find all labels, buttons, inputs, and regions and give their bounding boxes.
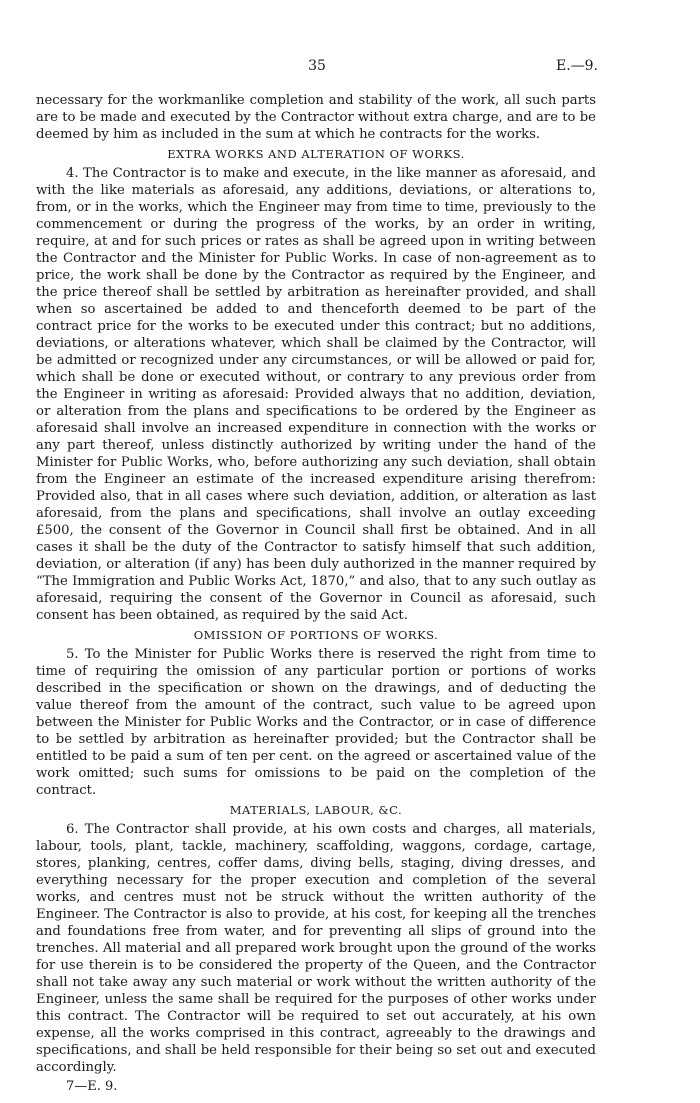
document-code: E.—9. [555, 58, 598, 74]
page-number: 35 [308, 58, 326, 74]
paragraph-clause-4: 4. The Contractor is to make and execute, in the like manner as aforesaid, and with the like materials as aforesaid, any additions, deviations, or alterations to, from, or in the works, which the Engineer may from time to time, previously to the commencement or during the progress of the works, by an order in writing, require, at and for such prices or rates as shall be agreed upon in writing between the Contractor and the Minister for Public Works. In case of non-agreement as to price, the work shall be done by the Contractor as required by the Engineer, and the price thereof shall be settled by arbitration as hereinafter provided, and shall when so ascertained be added to and thenceforth deemed to be part of the contract price for the works to be executed under this contract; but no additions, deviations, or alterations whatever, which shall be claimed by the Contractor, will be admitted or recognized under any circumstances, or will be allowed or paid for, which shall be done or executed without, or contrary to any previous order from the Engineer in writing as aforesaid: Provided always that no addition, deviation, or alteration from the plans and specifications to be ordered by the Engineer as aforesaid shall involve an increased expenditure in connection with the works or any part thereof, unless distinctly authorized by writing under the hand of the Minister for Public Works, who, before authorizing any such deviation, shall obtain from the Engineer an estimate of the increased expenditure arising therefrom: Provided also, that in all cases where such deviation, addition, or alteration as last aforesaid, from the plans and specifications, shall involve an outlay exceeding £500, the consent of the Governor in Council shall first be obtained. And in all cases it shall be the duty of the Contractor to satisfy himself that such addition, deviation, or alteration (if any) has been duly authorized in the manner required by “The Immigration and Public Works Act, 1870,” and also, that to any such outlay as aforesaid, requiring the consent of the Governor in Council as aforesaid, such consent has been obtained, as required by the said Act. [36, 166, 596, 623]
paragraph-clause-6: 6. The Contractor shall provide, at his own costs and charges, all materials, labour, tools, plant, tackle, machinery, scaffolding, waggons, cordage, cartage, stores, planking, centres, coffer dams, diving bells, staging, diving dresses, and everything necessary for the proper execution and completion of the several works, and centres must not be struck without the written authority of the Engineer. The Contractor is also to provide, at his cost, for keeping all the trenches and foundations free from water, and for preventing all slips of ground into the trenches. All material and all prepared work brought upon the ground of the works for use therein is to be considered the property of the Queen, and the Contractor shall not take away any such material or work without the written authority of the Engineer, unless the same shall be required for the purposes of other works under this contract. The Contractor will be required to set out accurately, at his own expense, all the works comprised in this contract, agreeably to the drawings and specifications, and shall be held responsible for their being so set out and executed accordingly. [36, 822, 596, 1075]
section-heading-extra-works: EXTRA WORKS AND ALTERATION OF WORKS. [167, 147, 465, 161]
section-heading-omission: OMISSION OF PORTIONS OF WORKS. [193, 628, 439, 642]
page-header [36, 58, 598, 78]
signature-mark: 7—E. 9. [66, 1079, 118, 1094]
document-body [36, 92, 596, 1095]
paragraph-clause-5: 5. To the Minister for Public Works there is reserved the right from time to time of requiring the omission of any particular portion or portions of works described in the specification or shown on the drawings, and of deducting the value thereof from the amount of the contract, such value to be agreed upon between the Minister for Public Works and the Contractor, or in case of difference to be settled by arbitration as hereinafter provided; but the Contractor shall be entitled to be paid a sum of ten per cent. on the agreed or ascertained value of the work omitted; such sums for omissions to be paid on the completion of the contract. [36, 647, 596, 798]
section-heading-materials: MATERIALS, LABOUR, &C. [229, 803, 403, 817]
paragraph-continuation: necessary for the workmanlike completion and stability of the work, all such parts are to be made and executed by the Contractor without extra charge, and are to be deemed by him as included in the sum at which he contracts for the works. [36, 93, 596, 142]
